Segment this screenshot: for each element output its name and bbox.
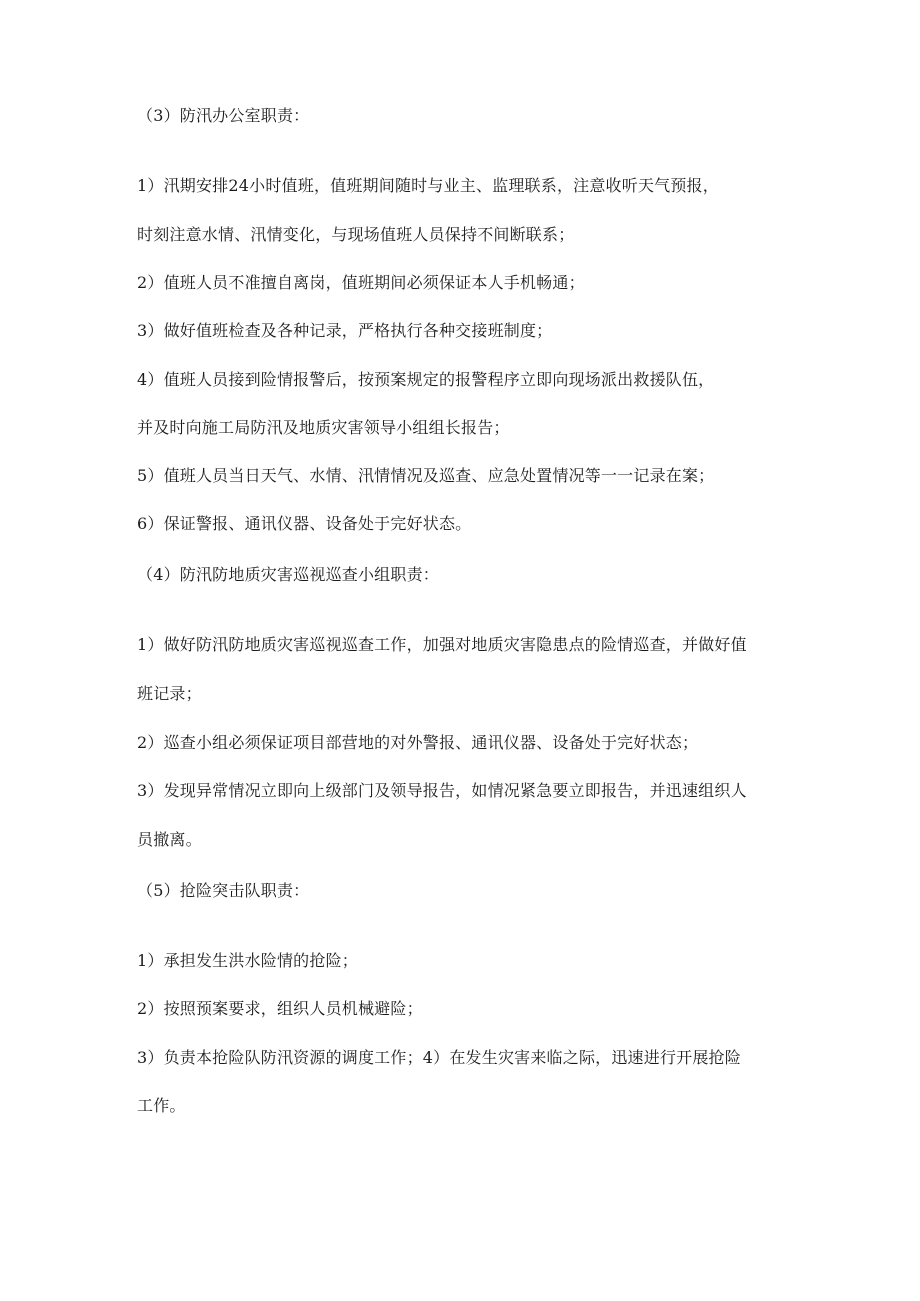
- paragraph-line: 5）值班人员当日天气、水情、汛情情况及巡查、应急处置情况等一一记录在案；: [137, 466, 715, 485]
- paragraph-line: 2）按照预案要求，组织人员机械避险；: [137, 999, 423, 1018]
- section-heading-3: （3）防汛办公室职责：: [137, 106, 310, 125]
- section-heading-4: （4）防汛防地质灾害巡视巡查小组职责：: [137, 565, 439, 584]
- paragraph-line: 1）承担发生洪水险情的抢险；: [137, 951, 358, 970]
- paragraph-line: 3）做好值班检查及各种记录，严格执行各种交接班制度；: [137, 321, 553, 340]
- paragraph-line: 员撤离。: [137, 830, 202, 849]
- paragraph-line: 并及时向施工局防汛及地质灾害领导小组组长报告；: [137, 418, 510, 437]
- section-heading-5: （5）抢险突击队职责：: [137, 881, 310, 900]
- paragraph-line: 班记录；: [137, 684, 202, 703]
- paragraph-line: 2）巡查小组必须保证项目部营地的对外警报、通讯仪器、设备处于完好状态；: [137, 733, 699, 752]
- paragraph-line: 6）保证警报、通讯仪器、设备处于完好状态。: [137, 514, 472, 533]
- paragraph-line: 2）值班人员不准擅自离岗，值班期间必须保证本人手机畅通；: [137, 273, 585, 292]
- paragraph-line: 4）值班人员接到险情报警后，按预案规定的报警程序立即向现场派出救援队伍，: [137, 370, 715, 389]
- paragraph-line: 1）做好防汛防地质灾害巡视巡查工作，加强对地质灾害隐患点的险情巡查，并做好值: [137, 635, 747, 654]
- paragraph-line: 3）发现异常情况立即向上级部门及领导报告，如情况紧急要立即报告，并迅速组织人: [137, 781, 747, 800]
- paragraph-line: 3）负责本抢险队防汛资源的调度工作；4）在发生灾害来临之际，迅速进行开展抢险: [137, 1048, 741, 1067]
- paragraph-line: 工作。: [137, 1096, 186, 1115]
- paragraph-line: 1）汛期安排24小时值班，值班期间随时与业主、监理联系，注意收听天气预报，: [137, 176, 719, 195]
- paragraph-line: 时刻注意水情、汛情变化，与现场值班人员保持不间断联系；: [137, 225, 575, 244]
